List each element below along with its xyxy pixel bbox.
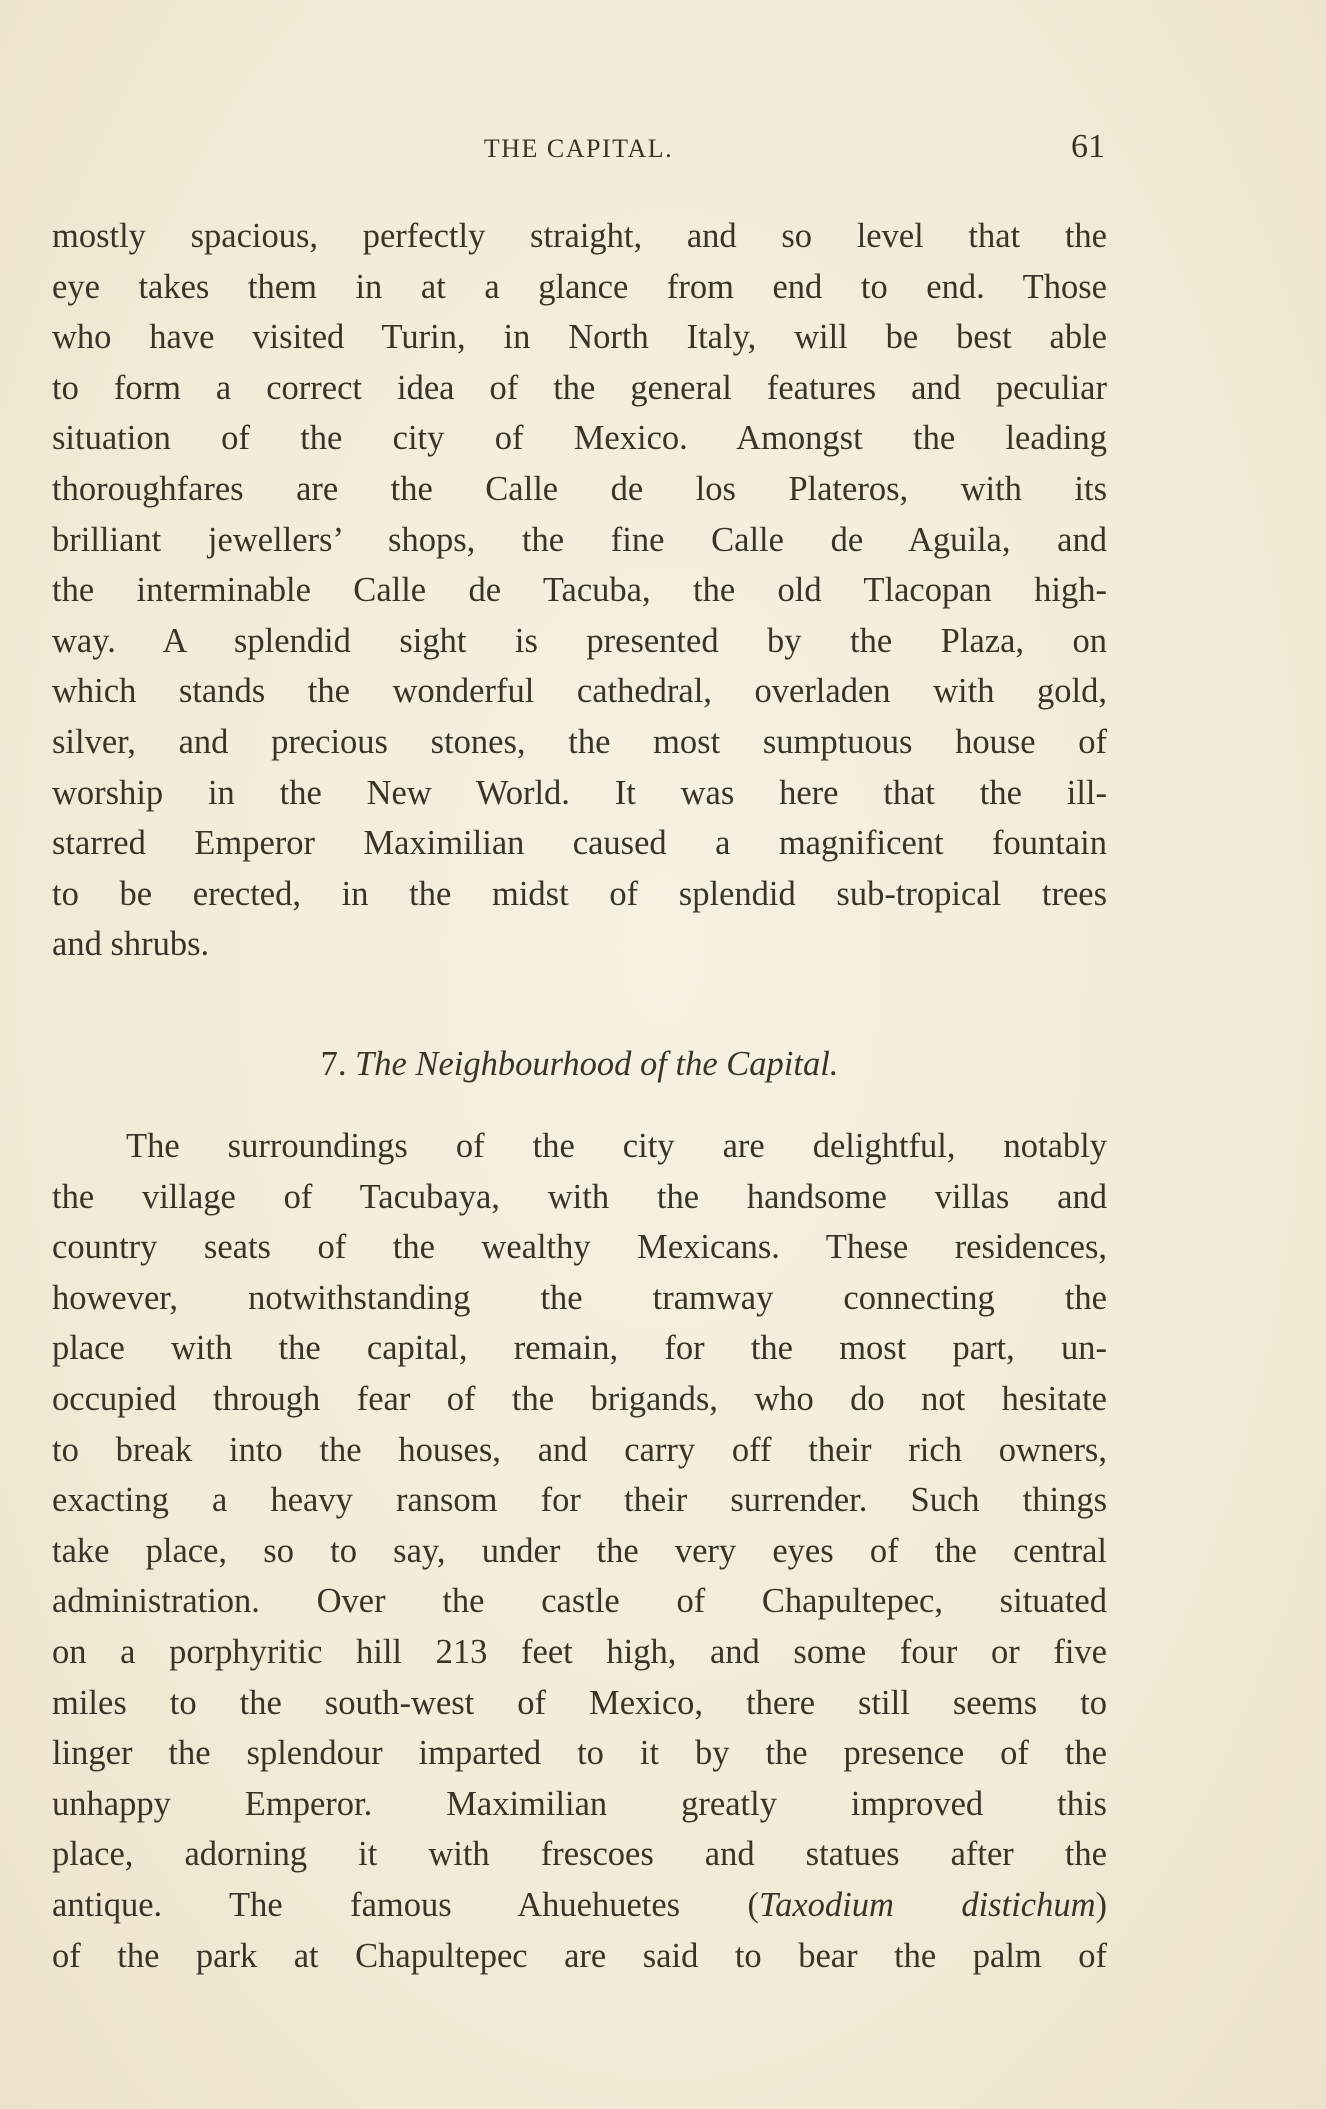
text-line: take place, so to say, under the very eyes of the central — [52, 1531, 1107, 1570]
text-line: brilliant jewellers’ shops, the fine Calle de Aguila, and — [52, 520, 1107, 559]
text-line: to be erected, in the midst of splendid sub-tropical trees — [52, 874, 1107, 913]
text-line: however, notwithstanding the tramway connecting the — [52, 1278, 1107, 1317]
text-line: to form a correct idea of the general features and peculiar — [52, 368, 1107, 407]
section-title: The Neighbourhood of the Capital. — [355, 1045, 839, 1083]
text-fragment: antique. The famous Ahuehuetes ( — [52, 1885, 760, 1924]
text-line: worship in the New World. It was here that the ill- — [52, 773, 1107, 812]
text-line: exacting a heavy ransom for their surrender. Such things — [52, 1481, 1107, 1520]
text-line: starred Emperor Maximilian caused a magnificent fountain — [52, 824, 1107, 863]
text-line: thoroughfares are the Calle de los Plateros, with its — [52, 469, 1107, 508]
text-line: way. A splendid sight is presented by the Plaza, on — [52, 621, 1107, 660]
text-line: on a porphyritic hill 213 feet high, and some four or five — [52, 1632, 1107, 1671]
text-line: miles to the south-west of Mexico, there still seems to — [52, 1683, 1107, 1722]
text-line: The surroundings of the city are delightful, notably — [126, 1127, 1107, 1165]
text-line: unhappy Emperor. Maximilian greatly improved this — [52, 1784, 1107, 1823]
text-line: silver, and precious stones, the most sumptuous house of — [52, 722, 1107, 761]
page-number: 61 — [1071, 128, 1105, 165]
running-head — [52, 128, 1105, 168]
text-line: place, adorning it with frescoes and statues after the — [52, 1835, 1107, 1874]
text-line: eye takes them in at a glance from end to end. Those — [52, 267, 1107, 306]
text-line: the village of Tacubaya, with the handsome villas and — [52, 1177, 1107, 1216]
text-line: who have visited Turin, in North Italy, will be best able — [52, 318, 1107, 357]
text-line: to break into the houses, and carry off their rich owners, — [52, 1430, 1107, 1469]
text-line: of the park at Chapultepec are said to bear the palm of — [52, 1936, 1107, 1975]
text-line-with-italic — [52, 1880, 1107, 1931]
text-line: linger the splendour imparted to it by the presence of the — [52, 1734, 1107, 1773]
text-line: which stands the wonderful cathedral, overladen with gold, — [52, 672, 1107, 711]
italic-term: Taxodium distichum — [759, 1885, 1096, 1924]
text-line: the interminable Calle de Tacuba, the old Tlacopan high- — [52, 571, 1107, 610]
text-line: occupied through fear of the brigands, who do not hesitate — [52, 1379, 1107, 1418]
section-heading — [52, 1045, 1107, 1084]
text-fragment: ) — [1095, 1885, 1107, 1924]
text-line: situation of the city of Mexico. Amongst the leading — [52, 419, 1107, 458]
paragraph-1 — [52, 211, 1107, 970]
text-line: administration. Over the castle of Chapultepec, situated — [52, 1582, 1107, 1621]
paragraph-2 — [52, 1121, 1107, 1981]
text-line: and shrubs. — [52, 925, 210, 964]
text-line: place with the capital, remain, for the most part, un- — [52, 1329, 1107, 1368]
text-line: mostly spacious, perfectly straight, and so level that the — [52, 217, 1107, 255]
running-title: THE CAPITAL. — [483, 134, 674, 163]
text-line: country seats of the wealthy Mexicans. These residences, — [52, 1228, 1107, 1267]
section-number: 7. — [320, 1045, 347, 1083]
